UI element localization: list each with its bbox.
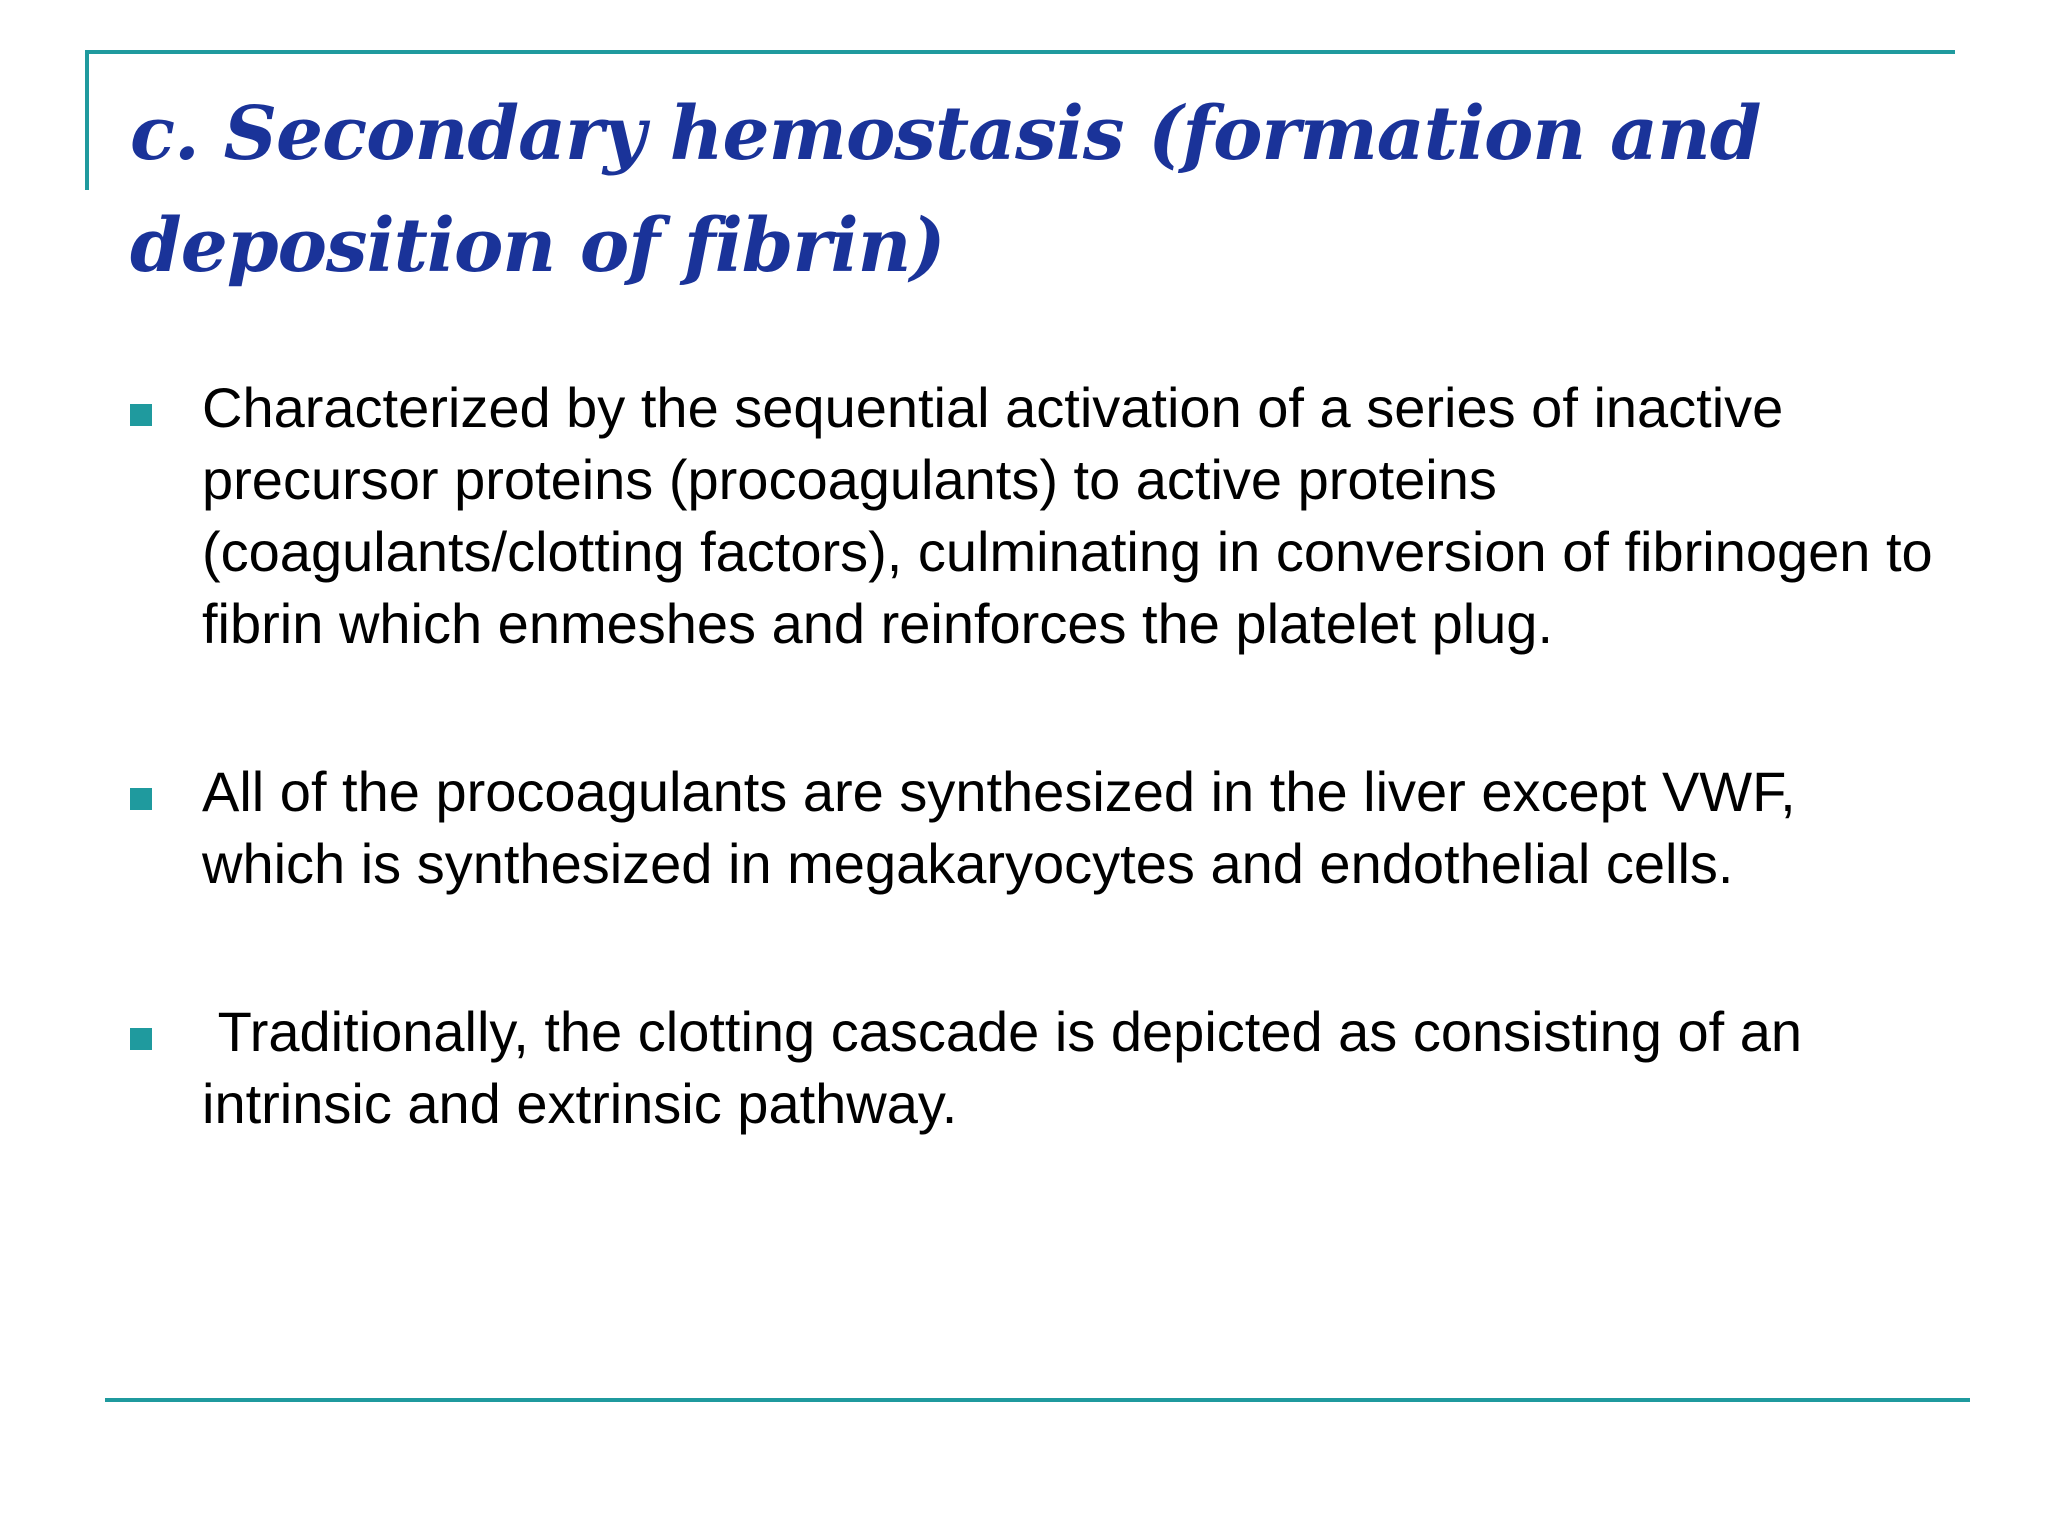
square-bullet-icon xyxy=(130,788,152,810)
left-rule xyxy=(85,50,89,190)
square-bullet-icon xyxy=(130,1028,152,1050)
bullet-item xyxy=(130,996,1950,1140)
bullet-item xyxy=(130,372,1950,660)
top-rule xyxy=(85,50,1955,54)
bullet-text: All of the procoagulants are synthesized in the liver except VWF, which is synthesized in megakaryocytes and endothelial cells. xyxy=(202,760,1796,895)
square-bullet-icon xyxy=(130,404,152,426)
bottom-rule xyxy=(105,1398,1970,1402)
bullet-item xyxy=(130,756,1950,900)
bullet-text: Traditionally, the clotting cascade is depicted as consisting of an intrinsic and extrinsic pathway. xyxy=(202,1000,1818,1135)
slide-title: c. Secondary hemostasis (formation and deposition of fibrin) xyxy=(130,91,1761,289)
bullet-list xyxy=(130,372,1950,1140)
bullet-text: Characterized by the sequential activation of a series of inactive precursor proteins (procoagulants) to active proteins (coagulants/clotting factors), culminating in conversion of fibrinogen to fibrin which enmeshes and reinforces the platelet plug. xyxy=(202,376,1933,655)
